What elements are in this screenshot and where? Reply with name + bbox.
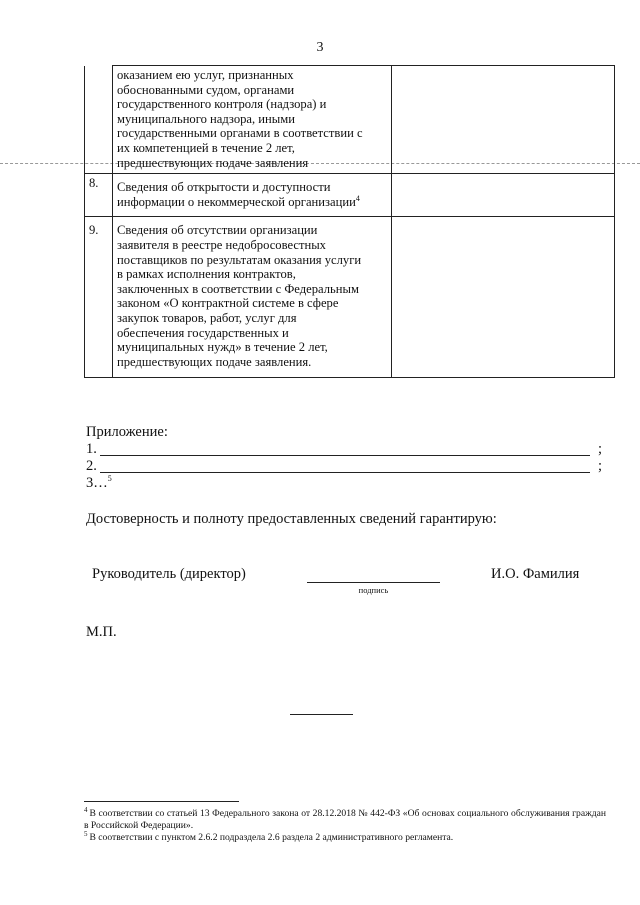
footnotes <box>84 805 606 844</box>
table-row <box>85 174 615 217</box>
criteria-table <box>84 65 615 378</box>
footnote-separator <box>84 801 239 802</box>
table-row <box>85 66 615 174</box>
divider <box>290 714 353 715</box>
row-number <box>85 66 113 174</box>
fill-line <box>100 455 590 456</box>
fill-line <box>100 472 590 473</box>
row-description: Сведения об открытости и доступности информации о некоммерческой организации$^4$ <box>113 174 392 217</box>
guarantee-statement: Достоверность и полноту предоставленных сведений гарантирую: <box>86 511 497 527</box>
row-number: 9. <box>85 217 113 378</box>
row-value-cell[interactable] <box>392 217 615 378</box>
row-description: оказанием ею услуг, признанных обоснованными судом, органами государственного контроля (надзора) и муниципального надзора, иными государственными органами в соответствии с их компетенцией в течение 2 лет, предшествующих подаче заявления <box>113 66 392 174</box>
footnote: $^4$ В соответствии со статьей 13 Федерального закона от 28.12.2018 № 442-ФЗ «Об основах социального обслуживания граждан в Российской Федерации». <box>84 805 606 831</box>
signature-caption: подпись <box>358 585 389 595</box>
row-value-cell[interactable] <box>392 174 615 217</box>
signatory-name: И.О. Фамилия <box>491 566 580 582</box>
signature-field[interactable] <box>307 582 440 583</box>
appendix-item-3: 3…$^5$ <box>86 474 112 491</box>
row-number: 8. <box>85 174 113 217</box>
signatory-role: Руководитель (директор) <box>92 566 246 582</box>
row-description: Сведения об отсутствии организации заявителя в реестре недобросовестных поставщиков по результатам оказания услуги в рамках исполнения контрактов, заключенных в соответствии с Федеральным законом «О контрактной системе в сфере закупок товаров, работ, услуг для обеспечения государственных и муниципальных нужд» в течение 2 лет, предшествующих подаче заявления. <box>113 217 392 378</box>
appendix-section <box>86 424 606 492</box>
table-row <box>85 217 615 378</box>
footnote-ref: 5 <box>107 474 112 484</box>
page-number: 3 <box>316 40 324 55</box>
stamp-placeholder: М.П. <box>86 624 117 640</box>
appendix-item-1[interactable]: 1. ; <box>86 441 602 457</box>
footnote-ref: 4 <box>355 193 360 203</box>
row-value-cell[interactable] <box>392 66 615 174</box>
footnote: $^5$ В соответствии с пунктом 2.6.2 подраздела 2.6 раздела 2 административного регламента. <box>84 829 454 843</box>
appendix-title: Приложение: <box>86 424 168 440</box>
appendix-item-2[interactable]: 2. ; <box>86 458 602 474</box>
